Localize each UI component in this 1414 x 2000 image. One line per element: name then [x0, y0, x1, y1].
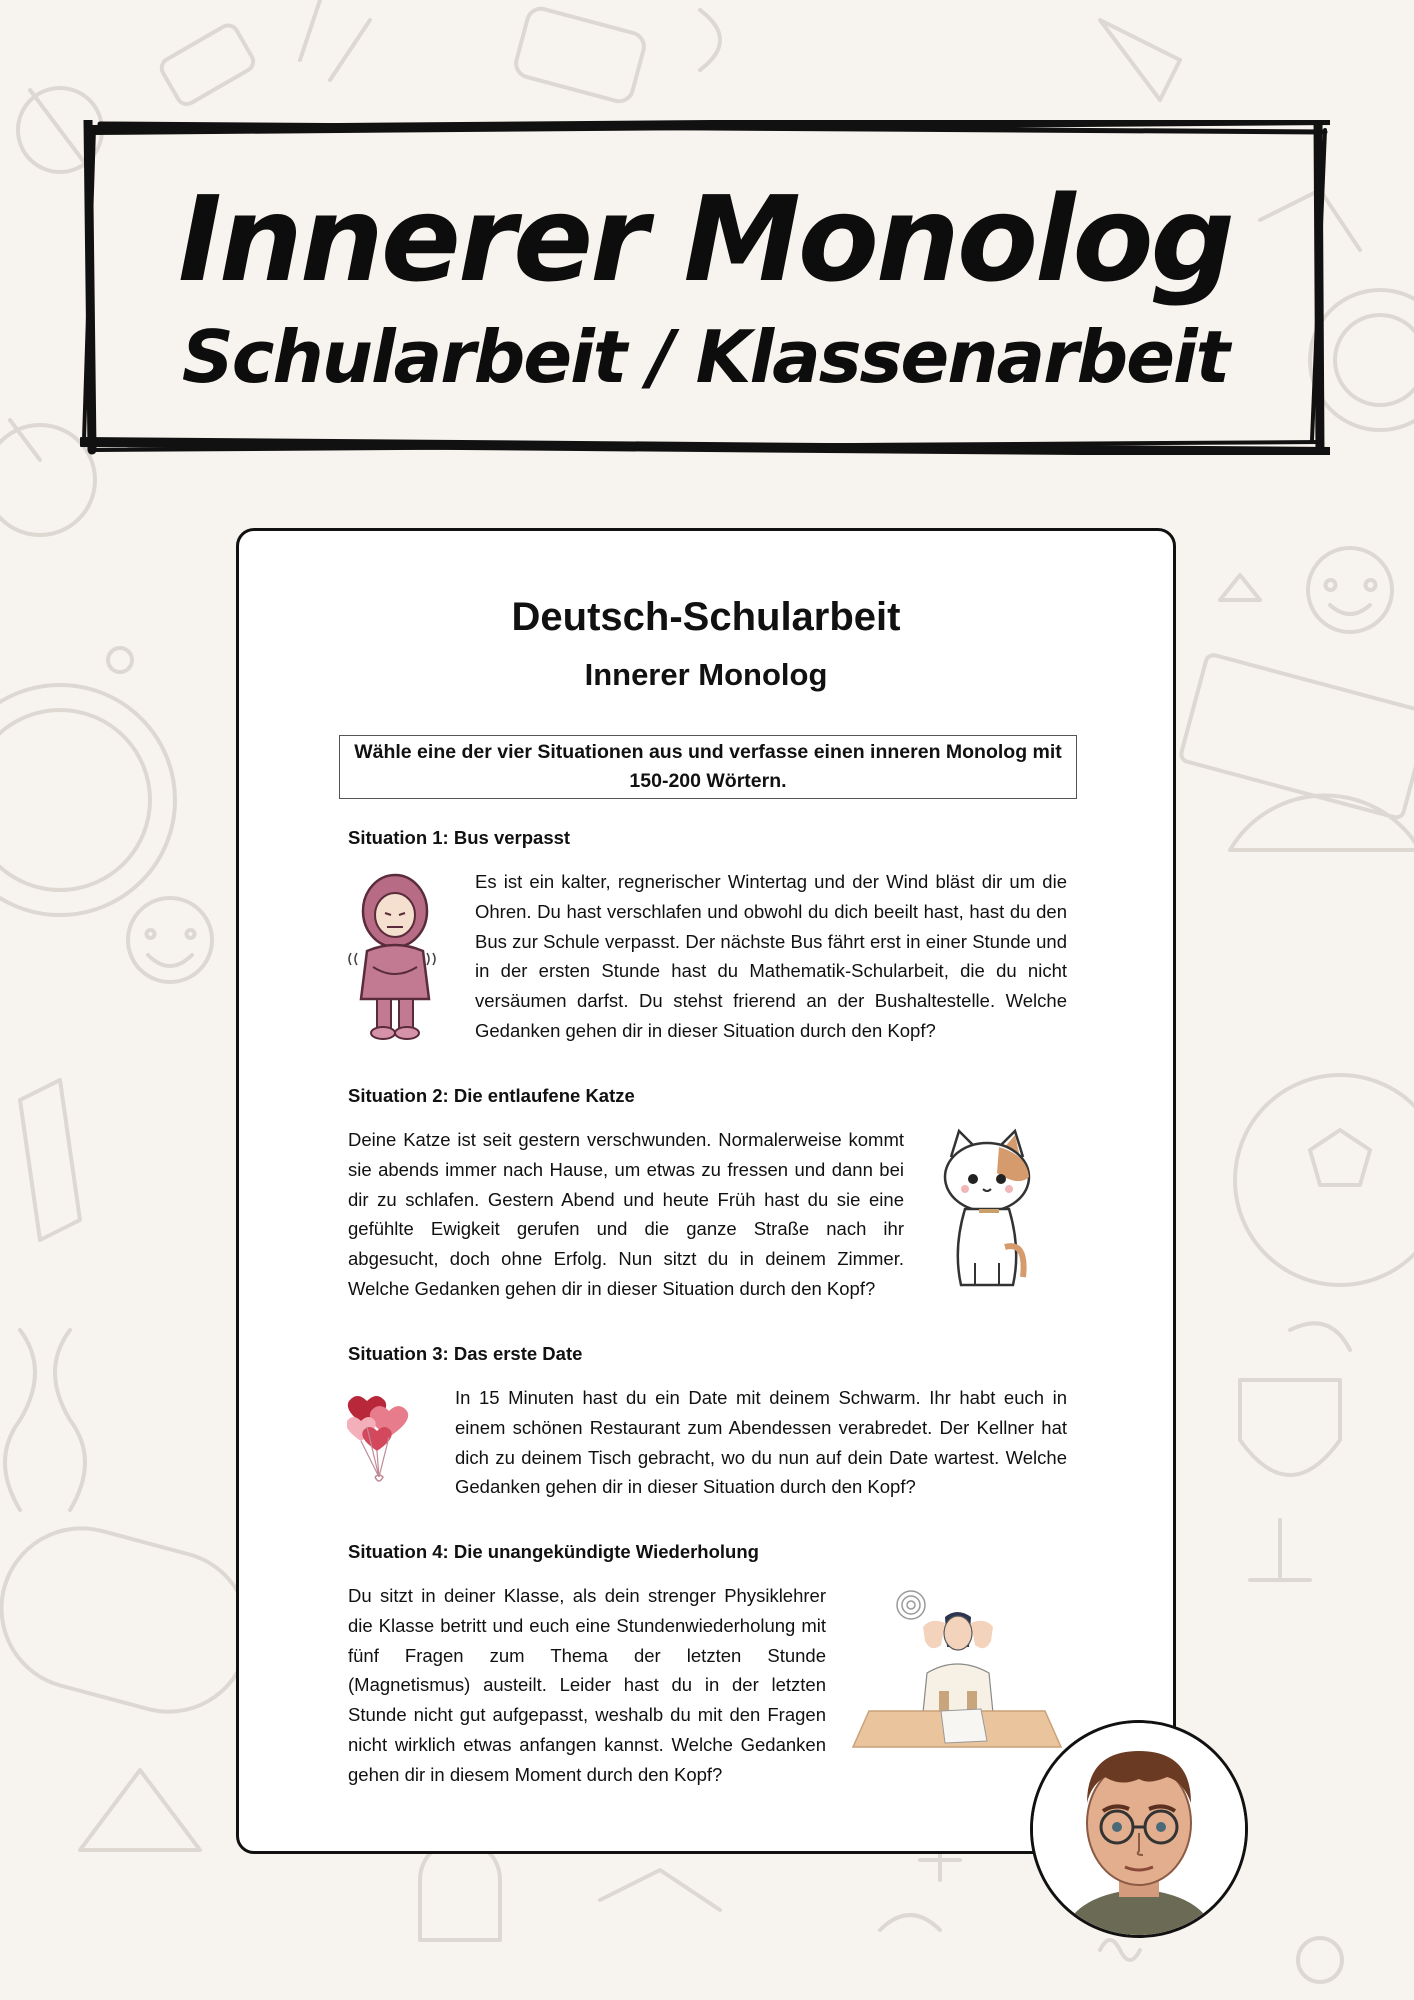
- situation-2-text: Deine Katze ist seit gestern verschwunden. Normalerweise kommt sie abends immer nach Hause, um etwas zu fressen und dann bei dir zu schlafen. Gestern Abend und heute Früh hast du sie eine gefühlte Ewigkeit gerufen und die ganze Straße nach ihr abgesucht, doch ohne Erfolg. Nun sitzt du in deinem Zimmer. Welche Gedanken gehen dir in dieser Situation durch den Kopf?: [348, 1129, 904, 1299]
- cat-icon: [929, 1127, 1044, 1297]
- freezing-person-icon: [345, 871, 440, 1043]
- worksheet-title: Deutsch-Schularbeit: [511, 595, 901, 639]
- instruction-box: Wähle eine der vier Situationen aus und verfasse einen inneren Monolog mit 150-200 Wörtern.: [339, 735, 1077, 799]
- stressed-student-icon: [851, 1587, 1063, 1757]
- situation-4-heading: Situation 4: Die unangekündigte Wiederholung: [348, 1541, 759, 1562]
- situation-4-text: Du sitzt in deiner Klasse, als dein strenger Physiklehrer die Klasse betritt und euch eine Stundenwiederholung mit fünf Fragen zum Thema der letzten Stunde (Magnetismus) austeilt. Leider hast du in der letzten Stunde nicht gut aufgepasst, weshalb du mit den Fragen nicht wirklich etwas anfangen kannst. Welche Gedanken gehen dir in diesem Moment durch den Kopf?: [348, 1585, 826, 1785]
- page-subtitle: Schularbeit / Klassenarbeit: [181, 315, 1229, 399]
- author-avatar: [1030, 1720, 1248, 1938]
- situation-1-text: Es ist ein kalter, regnerischer Wintertag und der Wind bläst dir um die Ohren. Du hast verschlafen und obwohl du dich beeilt hast, hast du den Bus zur Schule verpasst. Der nächste Bus fährt erst in einer Stunde und in der ersten Stunde hast du Mathematik-Schularbeit, die du nicht versäumen darfst. Du stehst frierend an der Bushaltestelle. Welche Gedanken gehen dir in dieser Situation durch den Kopf?: [475, 871, 1067, 1041]
- author-portrait-icon: [1033, 1723, 1245, 1935]
- situation-1-heading: Situation 1: Bus verpasst: [348, 827, 571, 848]
- situation-3-heading: Situation 3: Das erste Date: [348, 1343, 583, 1364]
- heart-balloons-icon: [347, 1391, 413, 1493]
- worksheet-card: [236, 528, 1176, 1854]
- worksheet-subtitle: Innerer Monolog: [584, 657, 828, 692]
- page-title: Innerer Monolog: [178, 170, 1232, 308]
- title-banner: [80, 120, 1330, 455]
- situation-3-text: In 15 Minuten hast du ein Date mit deinem Schwarm. Ihr habt euch in einem schönen Restaurant zum Abendessen verabredet. Der Kellner hat dich zu deinem Tisch gebracht, wo du nun auf dein Date wartest. Welche Gedanken gehen dir in dieser Situation durch den Kopf?: [455, 1387, 1067, 1498]
- situation-2-heading: Situation 2: Die entlaufene Katze: [348, 1085, 635, 1106]
